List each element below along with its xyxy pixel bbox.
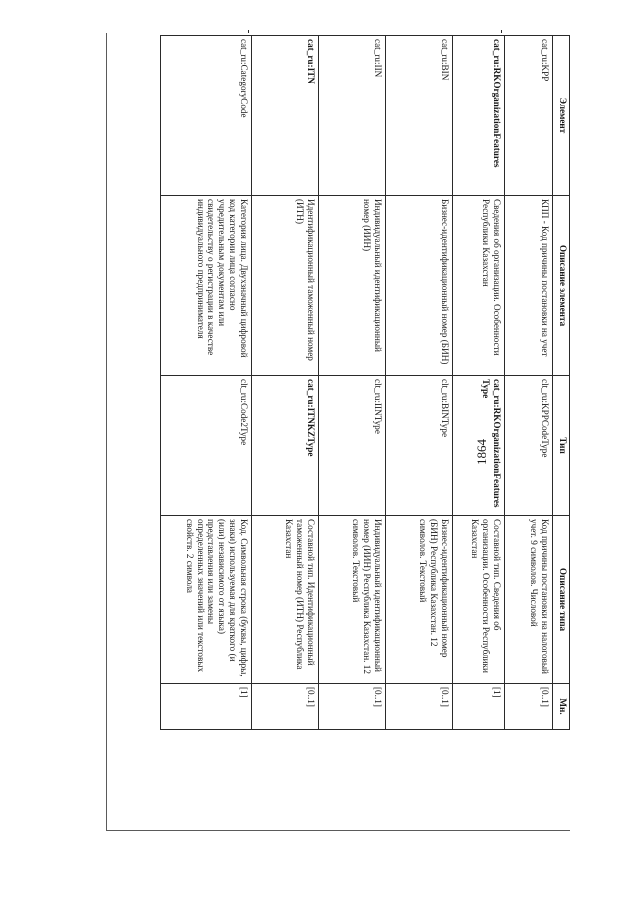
header-type: Тип (553, 376, 570, 516)
cell-multiplicity: [1] (161, 684, 252, 730)
header-multiplicity: Мн. (553, 684, 570, 730)
cell-type: clt_ru:KPPCodeType (505, 376, 553, 516)
cell-element-description: Индивидуальный идентификационный номер (ИИН) (319, 196, 386, 376)
table-row (505, 36, 553, 730)
header-type-description: Описание типа (553, 516, 570, 684)
table-row (319, 36, 386, 730)
cell-multiplicity: [0..1] (319, 684, 386, 730)
rotated-table-container (110, 35, 570, 735)
cell-multiplicity: [0..1] (252, 684, 319, 730)
cell-element-description: Сведения об организации. Особенности Республики Казахстан (453, 196, 505, 376)
cell-type: cat_ru:ITNKZType (252, 376, 319, 516)
cell-element: cat_ru:BIN (386, 36, 453, 196)
table-row (252, 36, 319, 730)
cell-type-description: Составной тип. Идентификационный таможенный номер (ИТН) Республика Казахстан (252, 516, 319, 684)
cell-element: cat_ru:CategoryCode (161, 36, 252, 196)
header-element-description: Описание элемента (553, 196, 570, 376)
header-element: Элемент (553, 36, 570, 196)
cell-element: cat_ru:IIN (319, 36, 386, 196)
cell-element-description: Бизнес-идентификационный номер (БИН) (386, 196, 453, 376)
cell-type: clt_ru:BINType (386, 376, 453, 516)
cell-type-description: Составной тип. Сведения об организации. Особенности Республики Казахстан (453, 516, 505, 684)
cell-element: cat_ru:RKOrganizationFeatures (453, 36, 505, 196)
cell-element-description: КПП - Код причины постановки на учет (505, 196, 553, 376)
table-row (386, 36, 453, 730)
table-frame-line (106, 33, 107, 831)
cell-type-description: Бизнес-идентификационный номер (БИН) Республика Казахстан. 12 символов. Текстовый (386, 516, 453, 684)
cell-multiplicity: [0..1] (386, 684, 453, 730)
table-header-row (553, 36, 570, 730)
cell-element-description: Идентификационный таможенный номер (ИТН) (252, 196, 319, 376)
cell-type-description: Код причины постановки на налоговый учет. 9 символов. Числовой (505, 516, 553, 684)
cell-type-description: Индивидуальный идентификационный номер (ИИН) Республика Казахстан. 12 символов. Текстовый (319, 516, 386, 684)
cell-type: cat_ru:RKOrganizationFeaturesType (453, 376, 505, 516)
cell-element: cat_ru:ITN (252, 36, 319, 196)
table-frame-line (106, 830, 570, 831)
cell-type-description: Код. Символьная строка (буквы, цифры, знаки) используемая для краткого (и (или) независимого от языка) представления или замены определенных значений или текстовых свойств. 2 символа (161, 516, 252, 684)
cell-type: clt_ru:Code2Type (161, 376, 252, 516)
cell-element: cat_ru:KPP (505, 36, 553, 196)
cell-type: clt_ru:IINType (319, 376, 386, 516)
cell-multiplicity: [0..1] (505, 684, 553, 730)
element-spec-table (160, 35, 570, 730)
table-row (453, 36, 505, 730)
table-row (161, 36, 252, 730)
cell-element-description: Категория лица. Двухзначный цифровой код категории лица согласно учредительным документам или свидетельству о регистрации в качестве индивидуального предпринимателя (161, 196, 252, 376)
cell-multiplicity: [1] (453, 684, 505, 730)
page-number: 1864 (474, 439, 489, 465)
